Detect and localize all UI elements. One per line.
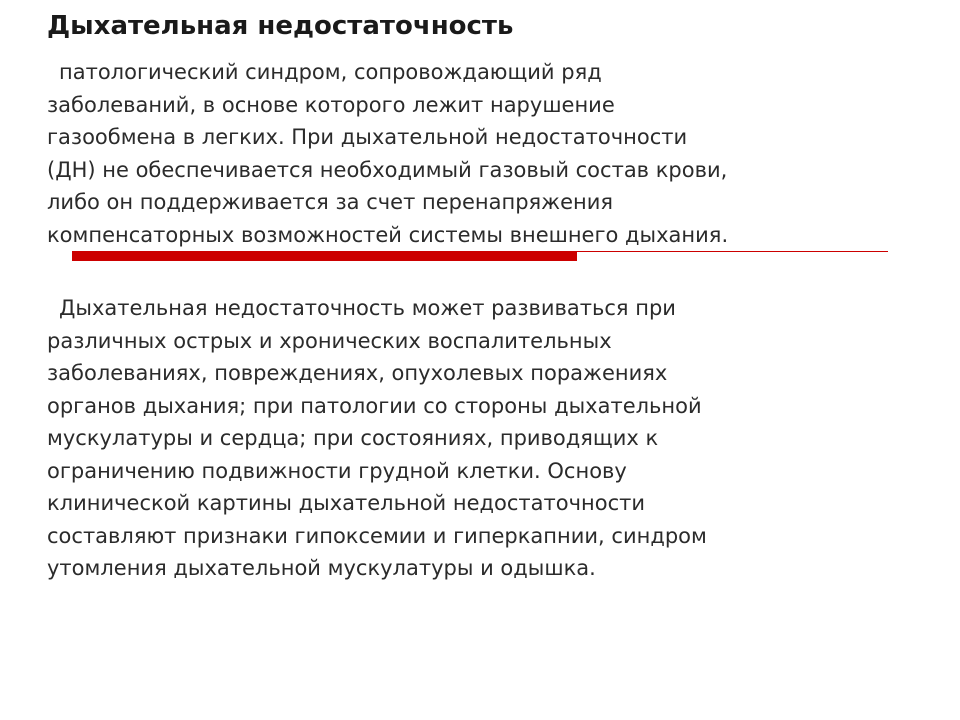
definition-paragraph xyxy=(47,56,728,251)
divider-thick-bar xyxy=(72,252,577,261)
text-line: газообмена в легких. При дыхательной недостаточности xyxy=(47,125,688,149)
text-line: утомления дыхательной мускулатуры и одышка. xyxy=(47,556,596,580)
text-line: органов дыхания; при патологии со стороны дыхательной xyxy=(47,393,702,418)
text-line: патологический синдром, сопровождающий ряд xyxy=(59,60,602,84)
text-line: либо он поддерживается за счет перенапряжения xyxy=(47,190,614,214)
slide-title: Дыхательная недостаточность xyxy=(47,11,514,41)
text-line: Дыхательная недостаточность может развиваться при xyxy=(59,296,676,320)
text-line: (ДН) не обеспечивается необходимый газовый состав крови, xyxy=(47,157,728,182)
text-line: различных острых и хронических воспалительных xyxy=(47,328,612,353)
text-line: заболеваний, в основе которого лежит нарушение xyxy=(47,92,615,117)
text-line: заболеваниях, повреждениях, опухолевых поражениях xyxy=(47,361,668,385)
text-line: клинической картины дыхательной недостаточности xyxy=(47,491,646,515)
text-line: компенсаторных возможностей системы внешнего дыхания. xyxy=(47,222,729,247)
text-line: составляют признаки гипоксемии и гиперкапнии, синдром xyxy=(47,523,707,548)
text-line: ограничению подвижности грудной клетки. Основу xyxy=(47,458,627,483)
text-line: мускулатуры и сердца; при состояниях, приводящих к xyxy=(47,426,659,450)
causes-paragraph xyxy=(47,292,707,585)
